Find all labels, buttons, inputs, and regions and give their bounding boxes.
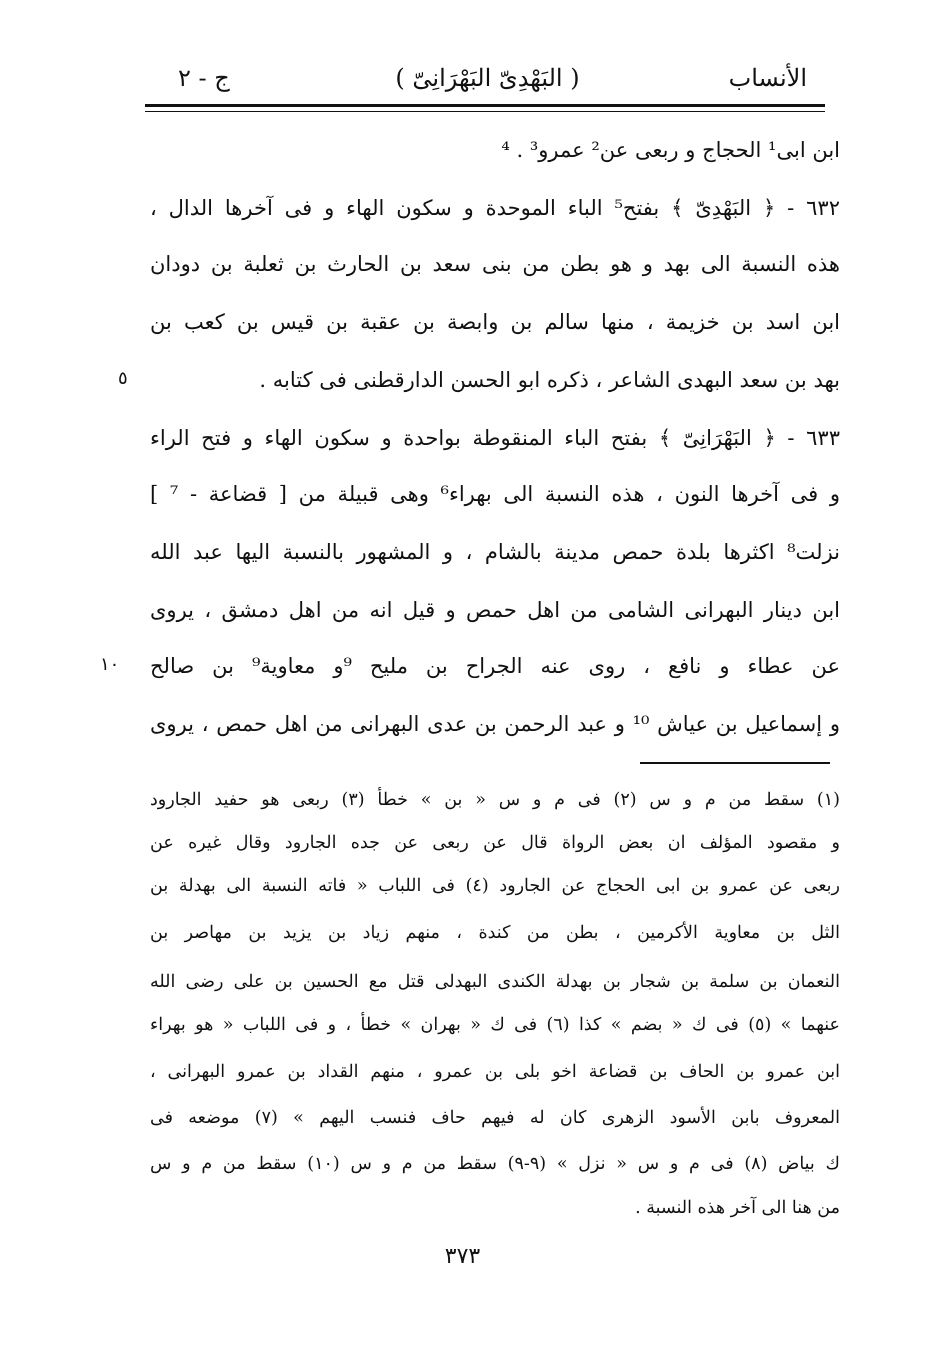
main-text-line: ابن ابى¹ الحجاج و ربعى عن² عمرو³ . ⁴ (501, 138, 840, 162)
footnote-line: الثل بن معاوية الأكرمين ، بطن من كندة ، منهم زياد بن يزيد بن مهاصر بن (150, 923, 840, 943)
footnote-line: من هنا الى آخر هذه النسبة . (635, 1198, 840, 1218)
footnote-line: ابن عمرو بن الحاف بن قضاعة اخو بلى بن عمرو ، منهم القداد بن عمرو البهرانى ، (150, 1062, 840, 1082)
main-text-line: ٦٣٣ - ﴿ البَهْرَانِىّ ﴾ بفتح الباء المنقوطة بواحدة و سكون الهاء و فتح الراء (150, 426, 840, 450)
footnote-line: عنهما » (٥) فى ك « بضم » كذا (٦) فى ك « بهران » خطأ ، و فى اللباب « هو بهراء (150, 1015, 840, 1035)
header-volume: ج - ٢ (178, 64, 230, 92)
footnote-line: ربعى عن عمرو بن ابى الحجاج عن الجارود (٤) فى اللباب « فاته النسبة الى بهدلة بن (150, 876, 840, 896)
main-text-line: ٦٣٢ - ﴿ البَهْدِىّ ﴾ بفتح⁵ الباء الموحدة و سكون الهاء و فى آخرها الدال ، (150, 196, 840, 220)
footnote-line: (١) سقط من م و س (٢) فى م و س « بن » خطأ (٣) ربعى هو حفيد الجارود (150, 790, 840, 810)
main-text-line: ابن دينار البهرانى الشامى من اهل حمص و قيل انه من اهل دمشق ، يروى (150, 598, 840, 622)
main-text-line: نزلت⁸ اكثرها بلدة حمص مدينة بالشام ، و المشهور بالنسبة اليها عبد الله (150, 540, 840, 564)
main-text-line: ابن اسد بن خزيمة ، منها سالم بن وابصة بن عقبة بن قيس بن كعب بن (150, 310, 840, 334)
main-text-line: و فى آخرها النون ، هذه النسبة الى بهراء⁶ وهى قبيلة من [ قضاعة - ⁷ ] (150, 482, 840, 506)
page-number: ٣٧٣ (444, 1244, 481, 1269)
footnote-line: و مقصود المؤلف ان بعض الرواة قال عن ربعى عن جده الجارود وقال غيره عن (150, 833, 840, 853)
line-number-5: ٥ (118, 368, 128, 389)
footnote-line: النعمان بن سلمة بن شجار بن بهدلة الكندى البهدلى قتل مع الحسين بن على رضى الله (150, 972, 840, 992)
line-number-10: ١٠ (100, 654, 120, 675)
main-text-line: عن عطاء و نافع ، روى عنه الجراح بن مليح ⁹و معاوية⁹ بن صالح (150, 654, 840, 678)
header-section-title: الأنساب (728, 64, 807, 92)
footnote-line: المعروف بابن الأسود الزهرى كان له فيهم حاف فنسب اليهم » (٧) موضعه فى (150, 1108, 840, 1128)
main-text-line: و إسماعيل بن عياش ¹⁰ و عبد الرحمن بن عدى البهرانى من اهل حمص ، يروى (150, 712, 840, 736)
main-text-line: بهد بن سعد البهدى الشاعر ، ذكره ابو الحسن الدارقطنى فى كتابه . (259, 368, 840, 392)
header-entry-title: ( البَهْدِىّ البَهْرَانِىّ ) (395, 64, 580, 92)
header-rule-thin (145, 111, 825, 112)
header-rule-thick (145, 104, 825, 107)
footnote-separator (640, 762, 830, 764)
footnote-line: ك بياض (٨) فى م و س « نزل » (٩-٩) سقط من م و س (١٠) سقط من م و س (150, 1154, 840, 1174)
main-text-line: هذه النسبة الى بهد و هو بطن من بنى سعد بن الحارث بن ثعلبة بن دودان (150, 252, 840, 276)
